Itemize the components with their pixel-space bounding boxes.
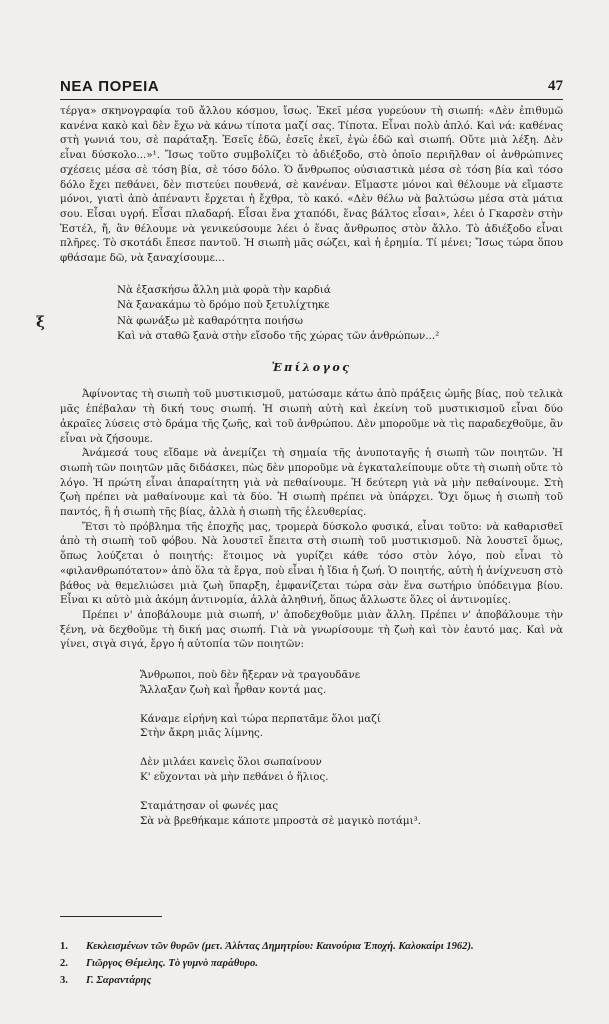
footnote-number: 3. [60, 975, 68, 987]
article-body [60, 104, 563, 842]
poem-line: Ἄλλαξαν ζωὴ καὶ ἦρθαν κοντά μας. [140, 683, 327, 696]
footnote-text: Κεκλεισμένων τῶν θυρῶν (μετ. Ἀλίντας Δημητρίου: Καινούρια Ἐποχή. Καλοκαίρι 1962). [86, 941, 474, 952]
poem-stanza [140, 755, 563, 785]
footnote-item [60, 972, 580, 989]
poem-line: Νὰ ἐξασκήσω ἄλλη μιὰ φορὰ τὴν καρδιά [117, 283, 331, 296]
header-rule [60, 99, 563, 100]
poem-stanza [140, 668, 563, 698]
poem-stanza [140, 712, 563, 742]
poem-excerpt-2 [140, 668, 563, 828]
epilogue-paragraph: Ἀφίνοντας τὴ σιωπὴ τοῦ μυστικισμοῦ, ματώσαμε κάτω ἀπὸ πράξεις ὠμῆς βίας, ποὺ τελικὰ μᾶς ἐπέβαλαν τὴ δική τους σιωπή. Ἡ σιωπὴ αὐτὴ καὶ ἐκείνη τοῦ μυστικισμοῦ εἶναι δύο ἀκραῖες λύσεις στὸ δράμα τῆς ζωῆς, καὶ τοῦ ἀνθρώπου. Δὲν μποροῦμε νὰ τὶς παραδεχθοῦμε, ἂν εἶναι νὰ ζήσουμε. [60, 388, 563, 445]
poem-line: Σταμάτησαν οἱ φωνές μας [140, 799, 279, 812]
margin-mark: ξ [36, 313, 45, 331]
poem-stanza [140, 799, 563, 829]
poem-line: Νὰ φωνάξω μὲ καθαρότητα ποιήσω [117, 314, 304, 327]
running-title: ΝΕΑ ΠΟΡΕΙΑ [60, 78, 160, 95]
footnote-number: 1. [60, 941, 68, 952]
poem-line: Ἄνθρωποι, ποὺ δὲν ἤξεραν νὰ τραγουδᾶνε [140, 669, 361, 682]
epilogue-paragraph: Ἔτσι τὸ πρόβλημα τῆς ἐποχῆς μας, τρομερὰ δύσκολο φυσικά, εἶναι τοῦτο: νὰ καθαρισθεῖ ἀπὸ τὴ σιωπὴ τοῦ φόβου. Νὰ λουστεῖ ἔπειτα στὴ σιωπὴ τοῦ μυστικισμοῦ. Νὰ λουστεῖ ὅμως, ὅπως λούζεται ὁ ποιητής: ἕτοιμος νὰ γυρίζει κάθε τόσο στὸν λόγο, ποὺ εἶναι τὸ «φιλανθρωπότατον» ἀπὸ ὅλα τὰ ἔργα, ποὺ εἶναι ἡ ἴδια ἡ ζωή. Ὁ ποιητής, αὐτὴ ἡ ἀνίχνευση στὸ βάθος νὰ θεμελιώσει μιὰ ζωὴ ὕπαρξη, ἐμφανίζεται τώρα σὰν ἕνα σωτήριο ὑπόδειγμα βίου. Εἶναι κι αὐτὸ μιὰ ἀκόμη ἀντινομία, ἀλλὰ ἀληθινή, ὅπως ἄλλωστε ὅλες οἱ ἀντινομίες. [60, 520, 563, 607]
footnotes [60, 938, 580, 990]
footnote-item [60, 938, 580, 955]
poem-line: Στὴν ἄκρη μιᾶς λίμνης. [140, 727, 264, 740]
footnote-item [60, 955, 580, 972]
section-title-epilogue: Ἐπίλογος [271, 360, 352, 374]
footnote-number: 2. [60, 958, 68, 970]
epilogue-paragraph: Ἀνάμεσά τους εἴδαμε νὰ ἀνεμίζει τὴ σημαία τῆς ἀνυποταγῆς ἡ σιωπὴ τῶν ποιητῶν. Ἡ σιωπὴ τῶν ποιητῶν μᾶς διδάσκει, πὼς δὲν μποροῦμε νὰ ἐγκαταλείπουμε οὔτε τὴ σιωπὴ οὔτε τὸ λόγο. Ἡ πρώτη εἶναι ἀπαραίτητη γιὰ νὰ πεθαίνουμε. Ἡ δεύτερη γιὰ νὰ μὴν πεθαίνουμε. Στὴ ζωὴ πρέπει νὰ μαθαίνουμε καὶ τὰ δύο. Ἡ σιωπὴ πρέπει νὰ ὑπάρχει. Ὄχι ὅμως ἡ σιωπὴ τοῦ παντός, ἢ ἡ σιωπὴ τῆς βίας, ἀλλὰ ἡ σιωπὴ τῆς ἐλευθερίας. [60, 447, 563, 519]
footnote-rule [60, 916, 162, 917]
poem-line: Κάναμε εἰρήνη καὶ τώρα περπατᾶμε ὅλοι μαζί [140, 712, 381, 725]
epilogue-paragraph: Πρέπει ν' ἀποβάλουμε μιὰ σιωπή, ν' ἀποδεχθοῦμε μιὰν ἄλλη. Πρέπει ν' ἀποβάλουμε τὴν ξένη, νὰ δεχθοῦμε τὴ δική μας σιωπή. Γιὰ νὰ γνωρίσουμε τὴ ζωὴ καὶ τὸν ἑαυτό μας. Καὶ νὰ γίνει, σιγὰ σιγά, ἔργο ἡ αὐτοπία τῶν ποιητῶν: [60, 608, 563, 651]
poem-excerpt-1 [117, 283, 563, 345]
footnote-text: Γ. Σαραντάρης [86, 975, 152, 987]
footnote-text: Γιῶργος Θέμελης. Τὸ γυμνὸ παράθυρο. [86, 958, 258, 970]
poem-line: Καὶ νὰ σταθῶ ξανὰ στὴν εἴσοδο τῆς χώρας τῶν ἀνθρώπων...² [117, 330, 440, 343]
opening-paragraph: τέργα» σκηνογραφία τοῦ ἄλλου κόσμου, ἴσως. Ἐκεῖ μέσα γυρεύουν τὴ σιωπή: «Δὲν ἐπιθυμῶ κανένα κακὸ καὶ δὲν ἔχω νὰ κάνω τίποτα μαζί σας. Τίποτα. Εἶναι πολὺ ἁπλό. Καὶ νά: καθένας στὴ γωνιά του, σὲ παράταξη. Ἐσεῖς ἐδῶ, ἐσεῖς ἐκεῖ, ἐγὼ ἐδῶ καὶ σιωπή. Οὔτε μιὰ λέξη. Δὲν εἶναι δύσκολο...»¹. Ἴσως τοῦτο συμβολίζει τὸ ἀδιέξοδο, στὸ ὁποῖο περιῆλθαν οἱ ἀνθρώπινες σχέσεις μέσα σὲ τόση βία, σὲ τόσο δόλο. Ὁ ἄνθρωπος οὐσιαστικὰ μέσα σὲ τόση βία καὶ τόσο δόλο ἔχει πεθάνει, δὲν πιστεύει πουθενά, σὲ κανέναν. Εἴμαστε μόνοι καὶ θέλουμε νὰ εἴμαστε μόνοι, γιατὶ ἀπὸ ἀπέναντι ἔρχεται ἡ ἔχθρα, τὸ κακό. «Δὲν θέλω νὰ βαλτώσω μέσα στὰ μάτια σου. Εἶσαι υγρή. Εἶσαι πλαδαρή. Εἶσαι ἕνα χταπόδι, ἕνας βάλτος εἶσαι», λέει ὁ Γκαρσὲν στὴν Ἐστέλ, ἤ, ἂν θέλουμε νὰ γενικεύσουμε λέει ὁ ἕνας ἄνθρωπος στὸν ἄλλο. Τὸ ἀδιέξοδο εἶναι πλῆρες. Τὸ σκοτάδι ἔπεσε παντοῦ. Ἡ σιωπὴ μᾶς σώζει, καὶ ἡ ἐρημία. Τί μένει; Ἴσως τώρα ὅπου φθάσαμε δῶ, νὰ ξαναχίσουμε... [60, 105, 563, 265]
poem-line: Νὰ ξανακάμω τὸ δρόμο ποὺ ξετυλίχτηκε [117, 299, 330, 312]
poem-line: Σὰ νὰ βρεθήκαμε κάποτε μπροστὰ σὲ μαγικὸ ποτάμι³. [140, 814, 422, 827]
page-number: 47 [548, 78, 563, 94]
poem-line: Δὲν μιλάει κανεὶς ὅλοι σωπαίνουν [140, 756, 322, 769]
page-header [60, 78, 563, 98]
poem-line: Κ' εὔχονται νὰ μὴν πεθάνει ὁ ἥλιος. [140, 771, 329, 784]
